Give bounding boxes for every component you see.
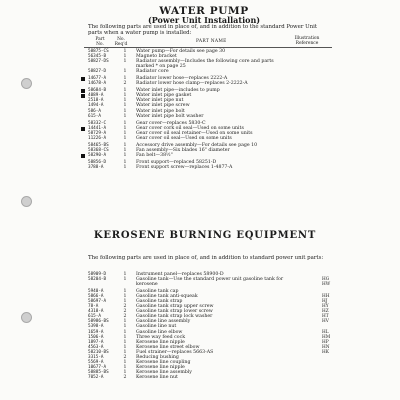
part-number: 1494-A — [88, 103, 104, 109]
illustration-reference: HT — [322, 314, 329, 320]
binder-hole-icon — [21, 196, 32, 207]
part-name: Water inlet pipe—includes to pump — [136, 88, 220, 94]
part-number: 78-A — [88, 304, 99, 310]
parts-row — [84, 136, 334, 141]
part-name: Gasoline line elbow — [136, 329, 183, 335]
quantity-required: 1 — [123, 113, 127, 119]
quantity-required: 1 — [123, 152, 127, 158]
water-pump-subtitle: (Power Unit Installation) — [147, 15, 261, 25]
quantity-required: 1 — [123, 147, 127, 153]
quantity-required: 1 — [123, 164, 127, 170]
part-name: Kerosene line nipple — [136, 339, 185, 345]
part-number: 586-A — [88, 108, 101, 114]
part-name: Gear cover oil seal retainer—Used on some units — [136, 130, 253, 136]
quantity-required: 1 — [123, 135, 127, 141]
quantity-required: 1 — [123, 59, 127, 65]
quantity-required: 1 — [123, 289, 127, 295]
part-name: Accessory drive assembly—For details see page 10 — [136, 142, 258, 148]
square-marker-icon — [81, 154, 85, 158]
quantity-required: 2 — [123, 374, 127, 380]
quantity-required: 1 — [123, 125, 127, 131]
quantity-required: 1 — [123, 130, 127, 136]
part-number: 58885-BS — [88, 369, 109, 375]
part-name: Instrument panel—replaces 58900-D — [136, 272, 224, 277]
illustration-reference: HM — [322, 334, 331, 340]
part-name: Fan assembly—Six blades 16" diameter — [136, 147, 230, 153]
part-name: Gear cover cork oil seal—Used on some units — [136, 125, 244, 131]
part-name: Gasoline tank strap lower screw — [136, 309, 213, 315]
quantity-required: 1 — [123, 349, 127, 355]
part-name: Radiator core — [136, 69, 169, 75]
part-number: 1897-A — [88, 339, 104, 345]
parts-row — [84, 165, 334, 170]
part-name: Gasoline tank strap — [136, 299, 183, 305]
part-number: 58332-C — [88, 120, 107, 126]
part-name: Radiator lower hose—replaces 2222-A — [136, 76, 228, 82]
quantity-required: 1 — [123, 319, 127, 325]
part-name: Gasoline tank strap lock washer — [136, 314, 213, 320]
part-name: Front support—replaced 58251-D — [136, 159, 217, 165]
quantity-required: 2 — [123, 309, 127, 315]
part-name: Water inlet pipe screw — [136, 103, 190, 109]
part-number: 3315-A — [88, 354, 104, 360]
quantity-required: 2 — [123, 81, 127, 87]
part-name: kerosene — [136, 282, 158, 288]
part-number: 4089-A — [88, 93, 104, 99]
part-number: 58909-D — [88, 272, 107, 277]
quantity-required: 1 — [123, 324, 127, 330]
quantity-required: 1 — [123, 76, 127, 82]
quantity-required: 1 — [123, 142, 127, 148]
part-name: Gasoline line nut — [136, 324, 177, 330]
quantity-required: 1 — [123, 93, 127, 99]
part-name: Water pump—For details see page 30 — [136, 49, 226, 54]
part-name: Water inlet pipe nut — [136, 98, 184, 104]
part-number: 58729-A — [88, 130, 107, 136]
part-number: 11226-A — [88, 135, 107, 141]
part-number: 56345-B — [88, 54, 107, 60]
quantity-required: 1 — [123, 120, 127, 126]
part-number: 58204-B — [88, 277, 107, 283]
quantity-required: 1 — [123, 339, 127, 345]
illustration-reference: HL — [322, 329, 329, 335]
part-number: 58856-D — [88, 159, 107, 165]
quantity-required: 1 — [123, 359, 127, 365]
part-name: Water inlet pipe gasket — [136, 93, 192, 99]
part-name-header: PART NAME — [196, 39, 227, 44]
column-headers — [84, 35, 334, 47]
part-number: 14678-A — [88, 81, 107, 87]
parts-row — [84, 114, 334, 119]
quantity-required: 1 — [123, 88, 127, 94]
part-name: Kerosene line street elbow — [136, 344, 200, 350]
part-name: Kerosene line nipple — [136, 364, 185, 370]
part-number: 7052-A — [88, 374, 104, 380]
part-number: 58986-BS — [88, 319, 109, 325]
illustration-reference: HP — [322, 339, 329, 345]
quantity-required: 2 — [123, 314, 127, 320]
illustration-reference: HV — [322, 319, 329, 325]
illustration-reference: HY — [322, 304, 329, 310]
part-name: Fan belt—38½" — [136, 152, 173, 158]
parts-row — [84, 153, 334, 158]
part-name: marked * on page 25 — [136, 64, 186, 70]
part-number: 58827-D — [88, 69, 107, 75]
quantity-required: 1 — [123, 277, 127, 283]
quantity-required: 1 — [123, 103, 127, 109]
part-number: 58827-DS — [88, 59, 109, 65]
part-number: 58465-BS — [88, 142, 109, 148]
part-name: Fuel strainer—replaces 5663-AS — [136, 349, 214, 355]
quantity-required: 1 — [123, 49, 127, 54]
part-number: 4563-A — [88, 344, 104, 350]
part-number: 3788-A — [88, 164, 104, 170]
part-number: 1659-A — [88, 329, 104, 335]
kerosene-title: KEROSENE BURNING EQUIPMENT — [93, 230, 317, 241]
quantity-required: 1 — [123, 159, 127, 165]
part-number: 58684-B — [88, 88, 107, 94]
illustration-reference: HZ — [322, 309, 329, 315]
quantity-required: 1 — [123, 334, 127, 340]
part-name: Radiator assembly—Includes the following core and parts — [136, 59, 274, 65]
part-name: Gasoline tank anti-squeak — [136, 294, 198, 300]
quantity-required: 2 — [123, 354, 127, 360]
part-name: Front support screw—replaces 1-4877-A — [136, 164, 233, 170]
parts-row — [84, 375, 334, 380]
quantity-required: 1 — [123, 299, 127, 305]
part-name: Magneto bracket — [136, 54, 177, 60]
part-name: Kerosene line coupling — [136, 359, 191, 365]
parts-row — [84, 282, 334, 287]
quantity-required: 1 — [123, 294, 127, 300]
quantity-required: 1 — [123, 329, 127, 335]
kerosene-intro: The following parts are used in place of, and in addition to standard power unit parts: — [88, 255, 324, 261]
quantity-required: 2 — [123, 304, 127, 310]
binder-holes — [21, 0, 31, 400]
water-pump-title: WATER PUMP — [159, 5, 249, 17]
binder-hole-icon — [21, 312, 32, 323]
part-name: Gasoline tank strap upper screw — [136, 304, 214, 310]
quantity-required: 1 — [123, 108, 127, 114]
part-number: 4318-A — [88, 309, 104, 315]
part-name: Three way feed cock — [136, 334, 186, 340]
quantity-required: 1 — [123, 69, 127, 75]
part-number: 10677-A — [88, 364, 107, 370]
part-number: 58875-CS — [88, 49, 109, 54]
illustration-reference: HW — [322, 282, 331, 288]
quantity-required: 1 — [123, 369, 127, 375]
part-number: 2518-A — [88, 98, 104, 104]
part-number: 615-A — [88, 314, 101, 320]
header-rule — [84, 47, 332, 48]
part-name: Gasoline tank—Use the standard power unit gasoline tank for — [136, 277, 284, 283]
part-name: Gear cover oil seal—Used on some units — [136, 135, 232, 141]
illustration-reference: HK — [322, 349, 329, 355]
part-number: 5398-A — [88, 324, 104, 330]
quantity-required: 1 — [123, 344, 127, 350]
part-name: Kerosene line assembly — [136, 369, 192, 375]
illustration-reference: HH — [322, 294, 330, 300]
part-number: 5940-A — [88, 289, 104, 295]
parts-row — [84, 81, 334, 86]
part-number: 58210-BS — [88, 349, 109, 355]
illustration-reference: HJ — [322, 299, 328, 305]
part-name: Gasoline tank cap — [136, 289, 179, 295]
quantity-required: 1 — [123, 98, 127, 104]
part-number: 58290-A — [88, 152, 107, 158]
water-pump-parts-list — [84, 49, 334, 170]
part-number: 58697-A — [88, 299, 107, 305]
parts-row — [84, 69, 334, 74]
part-name: Water inlet pipe bolt — [136, 108, 185, 114]
part-name: Gasoline line assembly — [136, 319, 191, 325]
part-number: 615-A — [88, 113, 101, 119]
part-name: Radiator lower hose clamp—replaces 2-2222-A — [136, 81, 248, 87]
illustration-reference: HN — [322, 344, 330, 350]
illustration-reference-header: Illustration Reference — [294, 36, 320, 46]
part-number: 14677-A — [88, 76, 107, 82]
part-number: 14441-A — [88, 125, 107, 131]
kerosene-parts-list — [84, 272, 334, 380]
quantity-required: 1 — [123, 364, 127, 370]
no-reqd-header: No. Req'd — [114, 37, 128, 47]
binder-hole-icon — [21, 78, 32, 89]
part-name: Kerosene line nut — [136, 374, 178, 380]
part-number: 1506-A — [88, 334, 104, 340]
part-number: 5569-A — [88, 359, 104, 365]
part-name: Water inlet pipe bolt washer — [136, 113, 204, 119]
quantity-required: 1 — [123, 272, 127, 277]
part-name: Gear cover—replaces 5830-C — [136, 120, 206, 126]
part-no-header: Part No. — [95, 37, 105, 47]
illustration-reference: HG — [322, 277, 330, 283]
water-pump-intro: The following parts are used in place of, and in addition to the standard Power Unit parts when a water pump is installed: — [88, 24, 318, 36]
part-name: Reducing bushing — [136, 354, 179, 360]
part-number: 58368-CS — [88, 147, 109, 153]
quantity-required: 1 — [123, 54, 127, 60]
part-number: 5866-A — [88, 294, 104, 300]
